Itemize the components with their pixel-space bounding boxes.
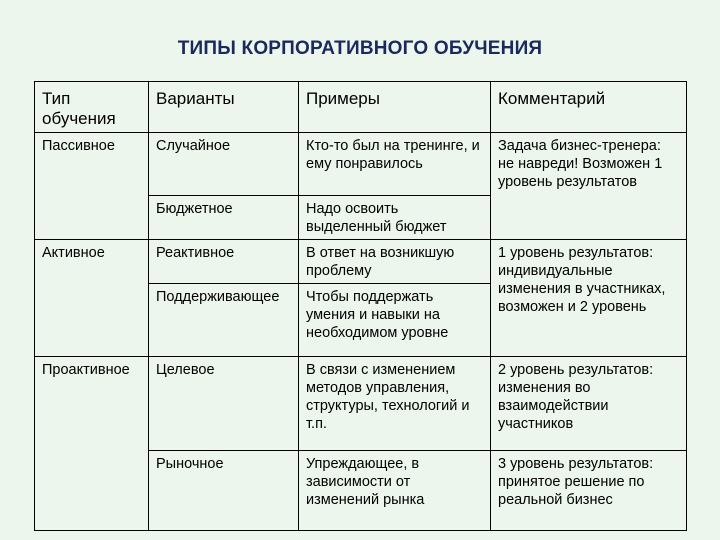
comment-cell: 1 уровень результатов: индивидуальные изменения в участниках, возможен и 2 уровень [491,240,687,357]
header-type: Тип обучения [35,82,149,133]
header-comment: Комментарий [491,82,687,133]
example-cell: В связи с изменением методов управления, структуры, технологий и т.п. [299,357,491,451]
example-cell: В ответ на возникшую проблему [299,240,491,284]
type-cell: Пассивное [35,133,149,240]
table-header-row [35,82,687,133]
table-row [35,357,687,451]
example-cell: Чтобы поддержать умения и навыки на необходимом уровне [299,284,491,357]
variant-cell: Реактивное [149,240,299,284]
type-cell: Проактивное [35,357,149,531]
variant-cell: Бюджетное [149,196,299,240]
example-cell: Надо освоить выделенный бюджет [299,196,491,240]
training-types-table [34,81,687,531]
variant-cell: Поддерживающее [149,284,299,357]
example-cell: Упреждающее, в зависимости от изменений рынка [299,451,491,531]
table-row [35,240,687,284]
variant-cell: Случайное [149,133,299,196]
page-title: ТИПЫ КОРПОРАТИВНОГО ОБУЧЕНИЯ [177,38,543,59]
header-examples: Примеры [299,82,491,133]
comment-cell: 3 уровень результатов: принятое решение по реальной бизнес [491,451,687,531]
variant-cell: Целевое [149,357,299,451]
header-variants: Варианты [149,82,299,133]
example-cell: Кто-то был на тренинге, и ему понравилось [299,133,491,196]
variant-cell: Рыночное [149,451,299,531]
comment-cell: 2 уровень результатов: изменения во взаимодействии участников [491,357,687,451]
comment-cell: Задача бизнес-тренера: не навреди! Возможен 1 уровень результатов [491,133,687,240]
table-row [35,133,687,196]
type-cell: Активное [35,240,149,357]
